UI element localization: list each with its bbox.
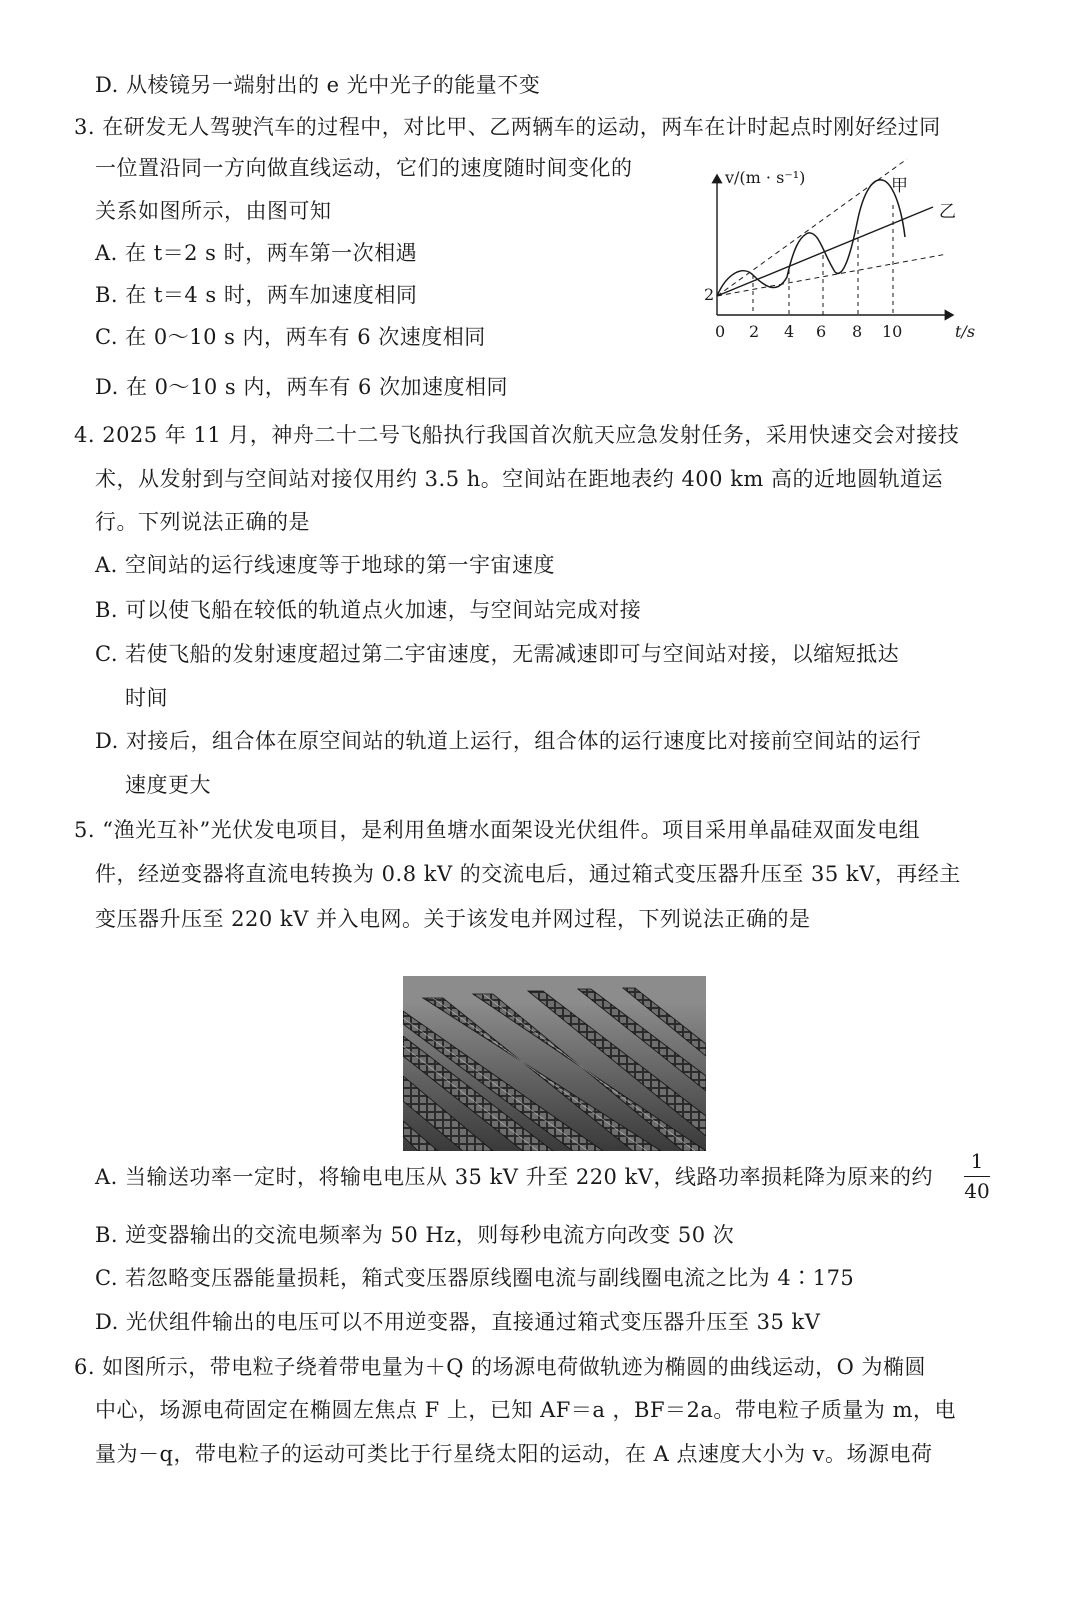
q3-stem-line1: 3. 在研发无人驾驶汽车的过程中，对比甲、乙两辆车的运动，两车在计时起点时刚好经过同 [74, 115, 941, 139]
x-tick-label-6: 6 [816, 322, 827, 341]
series-label-jia: 甲 [891, 176, 908, 196]
q5-option-d: D. 光伏组件输出的电压可以不用逆变器，直接通过箱式变压器升压至 35 kV [95, 1310, 821, 1334]
x-tick-label-10: 10 [882, 322, 903, 341]
y-intercept-label: 2 [704, 285, 715, 304]
q3-stem-line3: 关系如图所示，由图可知 [95, 199, 332, 223]
q4-stem-line3: 行。下列说法正确的是 [95, 510, 310, 534]
q6-stem-line1: 6. 如图所示，带电粒子绕着带电量为＋Q 的场源电荷做轨迹为椭圆的曲线运动，O 为椭圆 [74, 1355, 926, 1379]
q4-option-d-line1: D. 对接后，组合体在原空间站的轨道上运行，组合体的运行速度比对接前空间站的运行 [95, 729, 922, 753]
q2-option-d: D. 从棱镜另一端射出的 e 光中光子的能量不变 [95, 73, 541, 97]
fraction-numerator: 1 [970, 1149, 984, 1173]
q5-stem-line3: 变压器升压至 220 kV 并入电网。关于该发电并网过程，下列说法正确的是 [95, 907, 811, 931]
q3-option-c: C. 在 0～10 s 内，两车有 6 次速度相同 [95, 325, 486, 349]
x-tick-label-4: 4 [784, 322, 795, 341]
q4-option-c-line2: 时间 [125, 686, 168, 710]
q3-option-d: D. 在 0～10 s 内，两车有 6 次加速度相同 [95, 375, 509, 399]
fraction-one-fortieth [962, 1151, 992, 1201]
q6-stem-line2: 中心，场源电荷固定在椭圆左焦点 F 上，已知 AF＝a ，BF＝2a。带电粒子质量为 m，电 [95, 1398, 956, 1422]
q3-stem-line2: 一位置沿同一方向做直线运动，它们的速度随时间变化的 [95, 156, 633, 180]
q4-option-c-line1: C. 若使飞船的发射速度超过第二宇宙速度，无需减速即可与空间站对接，以缩短抵达 [95, 642, 900, 666]
origin-label: 0 [715, 322, 726, 341]
q3-option-b: B. 在 t＝4 s 时，两车加速度相同 [95, 283, 418, 307]
fraction-denominator: 40 [964, 1179, 990, 1203]
q5-option-b: B. 逆变器输出的交流电频率为 50 Hz，则每秒电流方向改变 50 次 [95, 1223, 735, 1247]
q4-stem-line2: 术，从发射到与空间站对接仅用约 3.5 h。空间站在距地表约 400 km 高的近地圆轨道运 [95, 467, 944, 491]
q6-stem-line3: 量为－q，带电粒子的运动可类比于行星绕太阳的运动，在 A 点速度大小为 v。场源电荷 [95, 1442, 933, 1466]
solar-panel-photo [403, 976, 706, 1151]
series-jia-curve [717, 180, 905, 296]
q5-stem-line1: 5. “渔光互补”光伏发电项目，是利用鱼塘水面架设光伏组件。项目采用单晶硅双面发电组 [74, 818, 921, 842]
q4-option-b: B. 可以使飞船在较低的轨道点火加速，与空间站完成对接 [95, 598, 642, 622]
vt-graph [695, 145, 995, 350]
q4-option-d-line2: 速度更大 [125, 773, 211, 797]
x-tick-label-8: 8 [852, 322, 863, 341]
x-axis-label: t/s [955, 322, 976, 341]
q5-stem-line2: 件，经逆变器将直流电转换为 0.8 kV 的交流电后，通过箱式变压器升压至 35 kV，再经主 [95, 862, 961, 886]
q4-stem-line1: 4. 2025 年 11 月，神舟二十二号飞船执行我国首次航天应急发射任务，采用快速交会对接技 [74, 423, 960, 447]
q3-option-a: A. 在 t＝2 s 时，两车第一次相遇 [95, 241, 418, 265]
q5-option-c: C. 若忽略变压器能量损耗，箱式变压器原线圈电流与副线圈电流之比为 4∶175 [95, 1266, 855, 1290]
q5-option-a: A. 当输送功率一定时，将输电电压从 35 kV 升至 220 kV，线路功率损耗降为原来的约 [95, 1165, 933, 1189]
lower-envelope-line [717, 254, 947, 296]
x-tick-label-2: 2 [749, 322, 760, 341]
series-label-yi: 乙 [939, 202, 956, 222]
q4-option-a: A. 空间站的运行线速度等于地球的第一宇宙速度 [95, 553, 556, 577]
y-axis-label: v/(m · s⁻¹) [725, 168, 806, 187]
